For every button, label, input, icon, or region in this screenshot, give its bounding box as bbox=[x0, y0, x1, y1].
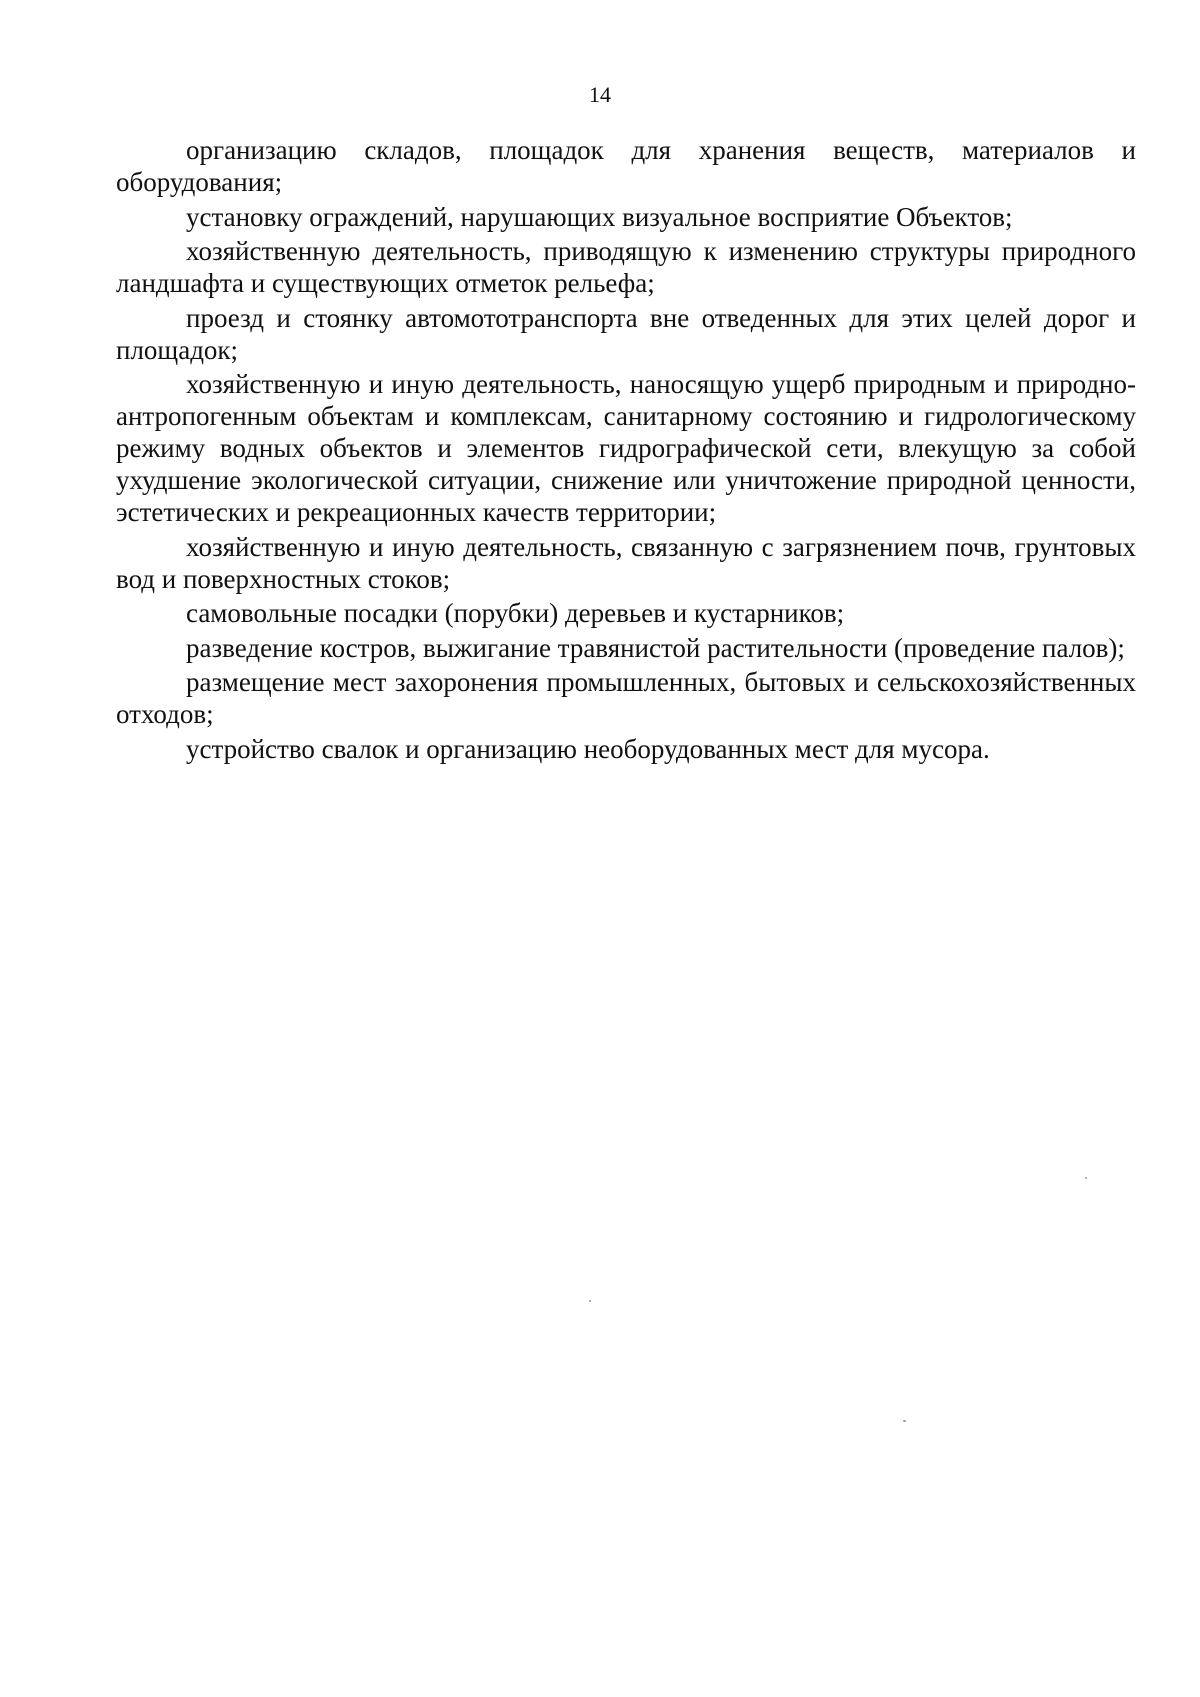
list-item: хозяйственную и иную деятельность, связанную с загрязнением почв, грунтовых вод и поверхностных стоков; bbox=[116, 531, 1136, 594]
list-item: разведение костров, выжигание травянистой растительности (проведение палов); bbox=[186, 632, 1125, 663]
scan-speck bbox=[1085, 1177, 1087, 1179]
list-item: установку ограждений, нарушающих визуальное восприятие Объектов; bbox=[186, 201, 1013, 232]
list-item: размещение мест захоронения промышленных, бытовых и сельскохозяйственных отходов; bbox=[116, 667, 1136, 729]
scan-speck bbox=[903, 1420, 906, 1422]
list-item: хозяйственную деятельность, приводящую к изменению структуры природного ландшафта и существующих отметок рельефа; bbox=[116, 236, 1136, 298]
list-item: хозяйственную и иную деятельность, наносящую ущерб природным и природно-антропогенным объектам и комплексам, санитарному состоянию и гидрологическому режиму водных объектов и элементов гидрографической сети, влекущую за собой ухудшение экологической ситуации, снижение или уничтожение природной ценности, эстетических и рекреационных качеств территории; bbox=[116, 369, 1136, 527]
scan-speck bbox=[589, 1300, 591, 1302]
document-body bbox=[116, 134, 1136, 767]
list-item: организацию складов, площадок для хранения веществ, материалов и оборудования; bbox=[116, 135, 1136, 197]
list-item: самовольные посадки (порубки) деревьев и кустарников; bbox=[186, 598, 845, 628]
list-item: устройство свалок и организацию необорудованных мест для мусора. bbox=[186, 733, 990, 764]
list-item: проезд и стоянку автомототранспорта вне отведенных для этих целей дорог и площадок; bbox=[116, 302, 1136, 365]
page-number: 14 bbox=[589, 82, 611, 107]
